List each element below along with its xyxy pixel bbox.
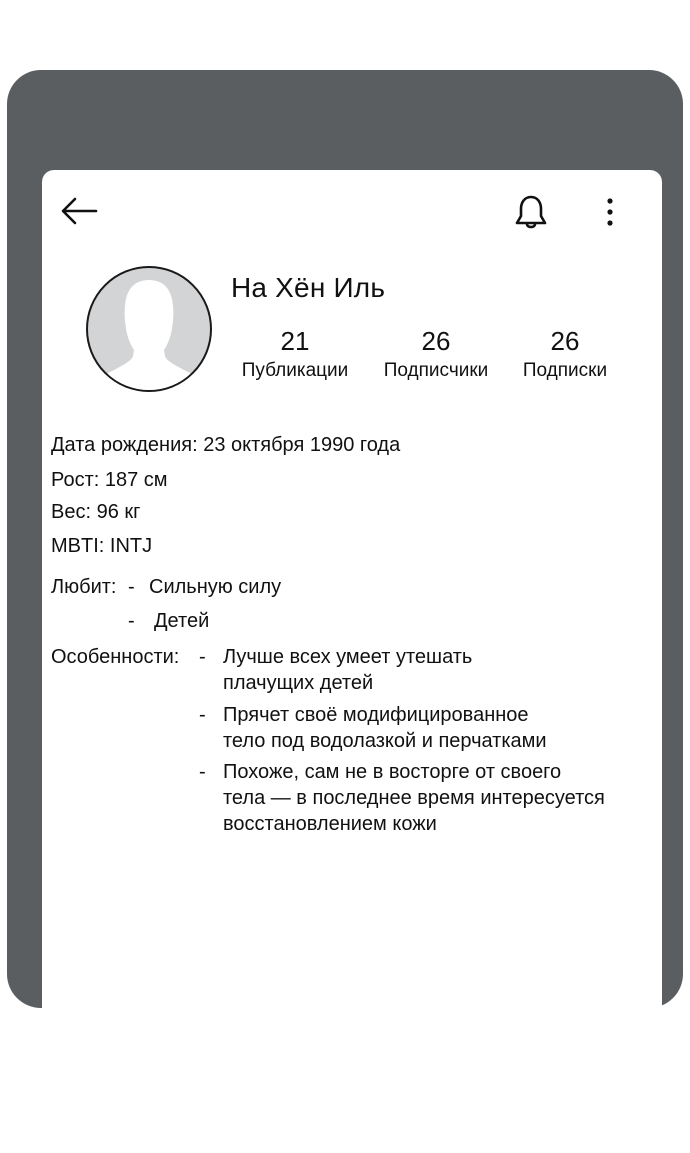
stat-posts-label: Публикации — [241, 360, 349, 381]
stat-followers-label: Подписчики — [383, 360, 489, 381]
feature-item-2-line-2: тело под водолазкой и перчатками — [223, 730, 547, 752]
likes-label: Любит: — [51, 576, 117, 598]
likes-item: Детей — [154, 610, 210, 632]
likes-dash: - — [128, 610, 135, 632]
stat-followers-value: 26 — [421, 326, 451, 356]
birth-date: Дата рождения: 23 октября 1990 года — [51, 434, 401, 456]
bell-icon[interactable] — [512, 192, 550, 232]
height-info: Рост: 187 см — [51, 469, 168, 491]
feature-item-1-line-1: Лучше всех умеет утешать — [223, 646, 473, 668]
stat-followers[interactable] — [378, 325, 494, 383]
stat-following-label: Подписки — [522, 360, 608, 381]
arrow-left-icon[interactable] — [60, 196, 98, 226]
features-dash: - — [199, 646, 206, 668]
person-silhouette-icon — [88, 268, 210, 390]
stat-posts[interactable] — [235, 325, 355, 383]
feature-item-2-line-1: Прячет своё модифицированное — [223, 704, 529, 726]
feature-item-3-line-2: тела — в последнее время интересуется — [223, 787, 605, 809]
feature-item-3-line-3: восстановлением кожи — [223, 813, 437, 835]
stat-following[interactable] — [512, 325, 618, 383]
mbti-info: MBTI: INTJ — [51, 535, 153, 557]
features-dash: - — [199, 704, 206, 726]
more-vertical-icon[interactable] — [602, 196, 618, 230]
stat-posts-value: 21 — [280, 326, 310, 356]
likes-dash: - — [128, 576, 135, 598]
profile-name: На Хён Иль — [231, 272, 386, 303]
feature-item-3-line-1: Похоже, сам не в восторге от своего — [223, 761, 562, 783]
device-frame — [7, 70, 683, 1008]
profile-screen — [42, 170, 662, 1048]
weight-info: Вес: 96 кг — [51, 501, 141, 523]
likes-item: Сильную силу — [149, 576, 282, 598]
feature-item-1-line-2: плачущих детей — [223, 672, 374, 694]
stat-following-value: 26 — [550, 326, 580, 356]
avatar[interactable] — [86, 266, 212, 392]
features-dash: - — [199, 761, 206, 783]
features-label: Особенности: — [51, 646, 180, 668]
